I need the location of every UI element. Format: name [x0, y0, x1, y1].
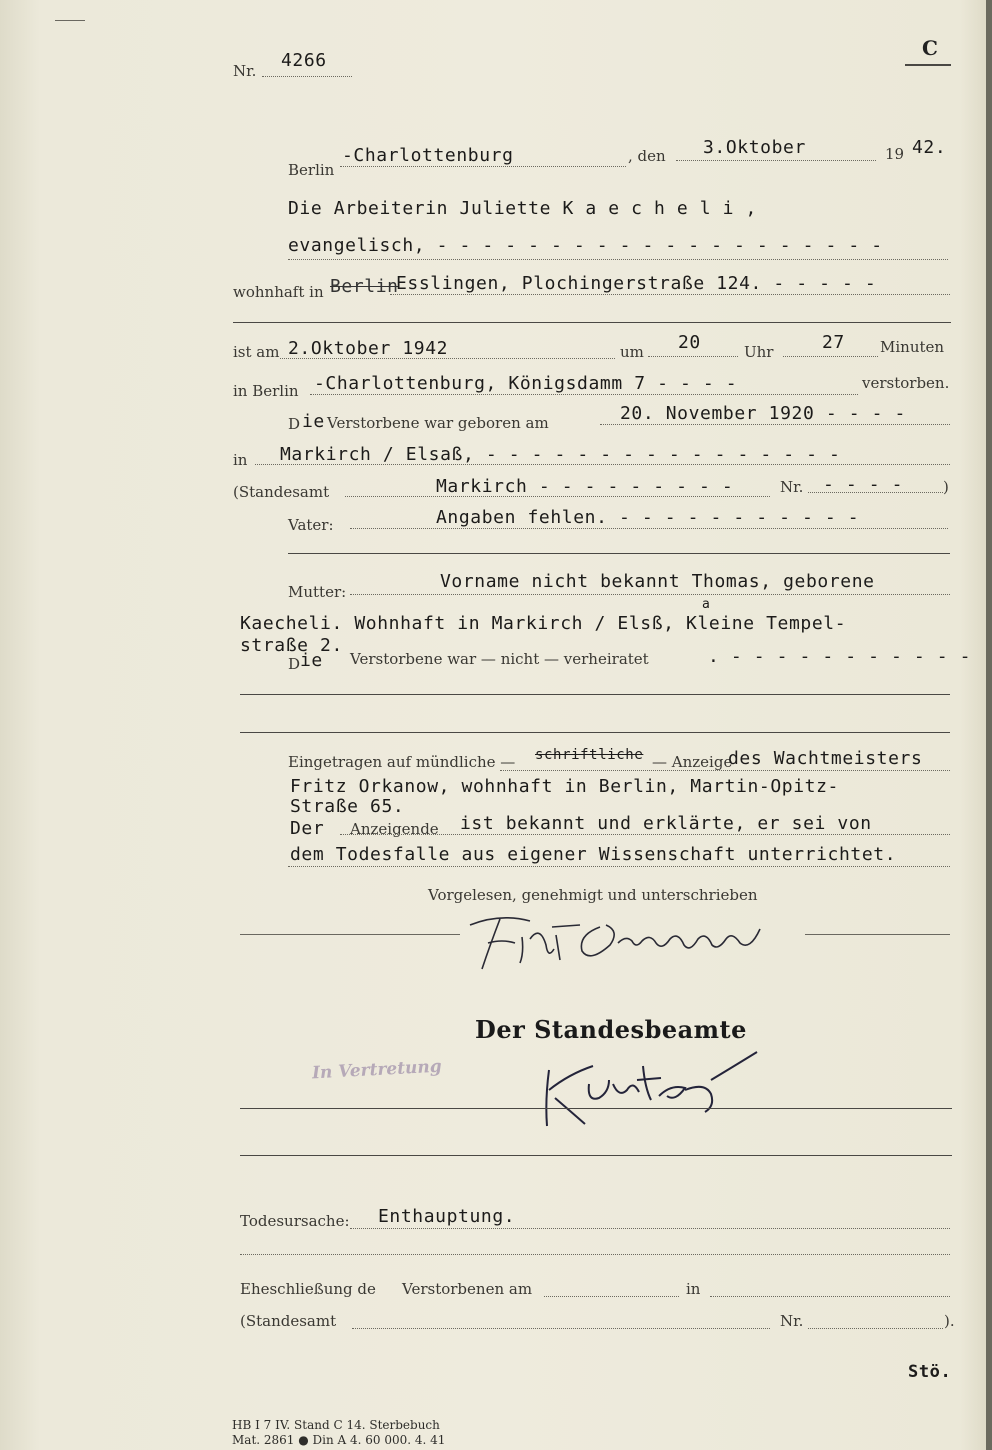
- marriage-close: ).: [944, 1312, 955, 1330]
- page-edge-shadow: [986, 0, 992, 1450]
- registration-label: Eingetragen auf mündliche —: [288, 753, 516, 771]
- marital-rule-2: [240, 732, 950, 733]
- place-value: -Charlottenburg: [342, 145, 514, 166]
- death-place-dotline: [310, 394, 858, 395]
- registration-line-5: dem Todesfalle aus eigener Wissenschaft unterrichtet.: [290, 844, 897, 865]
- birth-intro-typed: ie: [302, 411, 325, 432]
- standesamt-nr-label: Nr.: [780, 478, 804, 496]
- birth-date: 20. November 1920 - - - -: [620, 403, 906, 424]
- residence-value: Esslingen, Plochingerstraße 124. - - - - -: [396, 273, 877, 294]
- registrar-rule-2: [240, 1155, 952, 1156]
- father-label: Vater:: [288, 516, 334, 534]
- nr-dotline: [262, 76, 352, 77]
- corner-mark: [55, 20, 85, 21]
- death-in-label: in Berlin: [233, 382, 299, 400]
- marriage-label: Eheschließung de: [240, 1280, 376, 1298]
- uhr-label: Uhr: [744, 343, 774, 361]
- marriage-place-dotline: [710, 1296, 950, 1297]
- death-date-dotline: [280, 358, 615, 359]
- birth-intro-label: Verstorbene war geboren am: [327, 414, 549, 432]
- intro-dotline: [288, 259, 948, 260]
- death-minutes: 27: [822, 332, 845, 353]
- cause-dotline: [350, 1228, 950, 1229]
- birth-d-label: D: [288, 415, 301, 433]
- place-dotline: [340, 166, 626, 167]
- residence-struck: Berlin: [330, 276, 399, 297]
- footer-line-2: Mat. 2861 ● Din A 4. 60 000. 4. 41: [232, 1433, 446, 1447]
- standesamt-nr-value: - - - -: [823, 474, 904, 495]
- signature-left-rule: [240, 934, 460, 935]
- mother-line-2: Kaecheli. Wohnhaft in Markirch / Elsß, Kleine Tempel-: [240, 613, 847, 634]
- marriage-date-dotline: [544, 1296, 679, 1297]
- father-rule: [288, 553, 950, 554]
- marital-label: Verstorbene war — nicht — verheiratet: [350, 650, 649, 668]
- marital-rule-1: [240, 694, 950, 695]
- registration-struck: schriftliche: [535, 747, 644, 763]
- death-date: 2.Oktober 1942: [288, 338, 449, 359]
- intro-line-1: Die Arbeiterin Juliette K a e c h e l i ,: [288, 198, 757, 219]
- date-value: 3.Oktober: [703, 137, 806, 158]
- registrar-rule-1: [240, 1108, 952, 1109]
- um-label: um: [620, 343, 644, 361]
- cause-label: Todesursache:: [240, 1212, 350, 1230]
- birth-date-dotline: [600, 424, 950, 425]
- year-prefix: 19: [885, 145, 905, 163]
- marriage-nr-dotline: [808, 1328, 943, 1329]
- registrar-signature-image: [535, 1040, 775, 1135]
- place-label: Berlin: [288, 161, 335, 179]
- cause-value: Enthauptung.: [378, 1206, 516, 1227]
- clerk-initials: Stö.: [908, 1362, 952, 1382]
- mother-dotline-1: [350, 594, 950, 595]
- registration-line-2: Fritz Orkanow, wohnhaft in Berlin, Martin-Opitz-: [290, 776, 839, 797]
- standesamt-label: (Standesamt: [233, 483, 330, 501]
- marriage-in-label: in: [686, 1280, 701, 1298]
- ist-am-label: ist am: [233, 343, 280, 361]
- mother-line-3: straße 2.: [240, 635, 343, 656]
- signature-right-rule: [805, 934, 950, 935]
- minuten-label: Minuten: [880, 338, 945, 356]
- father-dotline: [350, 528, 948, 529]
- mother-insert: a: [702, 597, 711, 612]
- marriage-label-2: Verstorbenen am: [402, 1280, 533, 1298]
- minutes-dotline: [783, 356, 878, 357]
- marital-tail: . - - - - - - - - - - -: [708, 646, 972, 667]
- registration-dotline-4: [340, 834, 950, 835]
- anzeigende-label: Anzeigende: [350, 820, 439, 838]
- footer-line-1: HB I 7 IV. Stand C 14. Sterbebuch: [232, 1418, 440, 1432]
- date-dotline: [676, 160, 876, 161]
- death-hour: 20: [678, 332, 701, 353]
- residence-label: wohnhaft in: [233, 283, 324, 301]
- nr-label: Nr.: [233, 62, 257, 80]
- marital-d-label: D: [288, 655, 301, 673]
- marital-typed: ie: [300, 650, 323, 671]
- registration-dotline-5: [288, 866, 950, 867]
- standesamt-nr-dotline: [808, 492, 943, 493]
- registrar-title: Der Standesbeamte: [475, 1015, 747, 1044]
- marriage-standesamt-dotline: [352, 1328, 770, 1329]
- registration-line-1: des Wachtmeisters: [728, 748, 923, 769]
- mother-line-1: Vorname nicht bekannt Thomas, geborene: [440, 571, 875, 592]
- marriage-standesamt-label: (Standesamt: [240, 1312, 337, 1330]
- declarant-signature-image: [460, 905, 800, 975]
- intro-line-2: evangelisch, - - - - - - - - - - - - - - - - - - - -: [288, 235, 883, 256]
- father-value: Angaben fehlen. - - - - - - - - - - -: [436, 507, 860, 528]
- read-approved-label: Vorgelesen, genehmigt und unterschrieben: [428, 886, 758, 904]
- birth-place-dotline: [255, 464, 950, 465]
- registration-line-3: Straße 65.: [290, 796, 405, 817]
- year-suffix: 42.: [912, 137, 947, 158]
- mother-label: Mutter:: [288, 583, 347, 601]
- cause-dotline-2: [240, 1254, 950, 1255]
- corner-letter: C: [922, 36, 938, 60]
- verstorben-label: verstorben.: [862, 374, 950, 392]
- residence-dotline: [390, 294, 950, 295]
- birth-place: Markirch / Elsaß, - - - - - - - - - - - - - - - -: [280, 444, 841, 465]
- registration-line-4: ist bekannt und erklärte, er sei von: [460, 813, 872, 834]
- standesamt-value: Markirch - - - - - - - - -: [436, 476, 734, 497]
- hour-dotline: [648, 356, 738, 357]
- standesamt-dotline: [345, 496, 770, 497]
- birth-in-label: in: [233, 451, 248, 469]
- anzeige-label: — Anzeige: [652, 753, 733, 771]
- registrar-stamp: In Vertretung: [311, 1056, 443, 1084]
- der-typed: Der: [290, 818, 325, 839]
- marriage-nr-label: Nr.: [780, 1312, 804, 1330]
- den-label: , den: [628, 147, 666, 165]
- nr-value: 4266: [281, 50, 327, 71]
- corner-letter-underline: [905, 64, 951, 66]
- standesamt-close: ): [943, 478, 949, 496]
- residence-rule: [233, 322, 951, 323]
- death-place: -Charlottenburg, Königsdamm 7 - - - -: [314, 373, 738, 394]
- registration-dotline-1: [500, 770, 950, 771]
